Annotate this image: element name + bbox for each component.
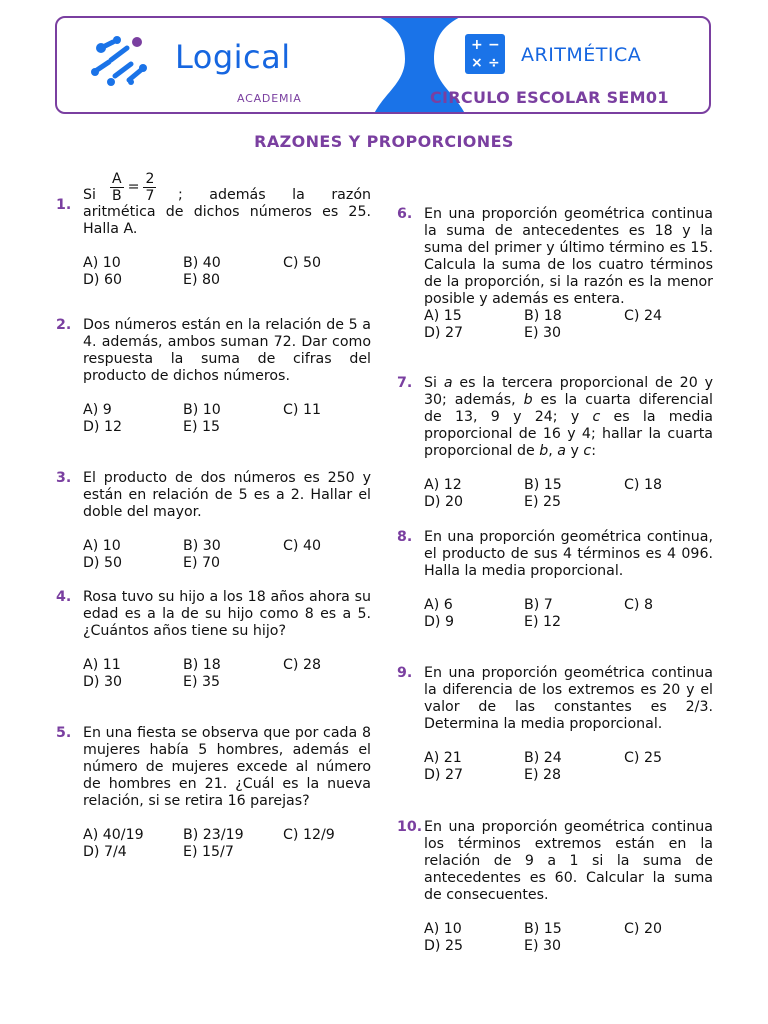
session-label: CIRCULO ESCOLAR SEM01 bbox=[430, 88, 669, 107]
option-a[interactable]: A) 10 bbox=[83, 538, 121, 554]
option-d[interactable]: D) 7/4 bbox=[83, 844, 127, 860]
option-b[interactable]: B) 7 bbox=[524, 597, 553, 613]
answer-options bbox=[424, 308, 713, 342]
question-9 bbox=[397, 665, 713, 784]
option-d[interactable]: D) 20 bbox=[424, 494, 464, 510]
answer-options bbox=[83, 538, 371, 572]
answer-options bbox=[83, 255, 371, 289]
option-b[interactable]: B) 40 bbox=[183, 255, 221, 271]
option-c[interactable]: C) 18 bbox=[624, 477, 663, 493]
option-d[interactable]: D) 50 bbox=[83, 555, 123, 571]
option-e[interactable]: E) 12 bbox=[524, 614, 562, 630]
option-b[interactable]: B) 24 bbox=[524, 750, 562, 766]
page-title: RAZONES Y PROPORCIONES bbox=[254, 132, 514, 151]
option-c[interactable]: C) 25 bbox=[624, 750, 663, 766]
option-e[interactable]: E) 30 bbox=[524, 325, 562, 341]
option-e[interactable]: E) 15 bbox=[183, 419, 221, 435]
option-c[interactable]: C) 24 bbox=[624, 308, 663, 324]
question-number: 4. bbox=[56, 589, 72, 605]
option-e[interactable]: E) 70 bbox=[183, 555, 221, 571]
answer-options bbox=[83, 657, 371, 691]
option-a[interactable]: A) 11 bbox=[83, 657, 121, 673]
question-text: Rosa tuvo su hijo a los 18 años ahora su edad es a la de su hijo como 8 es a 5. ¿Cuántos años tiene su hijo? bbox=[83, 589, 371, 639]
question-4 bbox=[56, 589, 371, 691]
option-a[interactable]: A) 40/19 bbox=[83, 827, 144, 843]
option-e[interactable]: E) 25 bbox=[524, 494, 562, 510]
question-8 bbox=[397, 529, 713, 631]
answer-options bbox=[424, 921, 713, 955]
option-d[interactable]: D) 27 bbox=[424, 325, 464, 341]
answer-options bbox=[83, 827, 371, 861]
question-text: El producto de dos números es 250 y están en relación de 5 es a 2. Hallar el doble del mayor. bbox=[83, 470, 371, 520]
question-5 bbox=[56, 725, 371, 861]
option-d[interactable]: D) 60 bbox=[83, 272, 123, 288]
question-number: 9. bbox=[397, 665, 413, 681]
question-text: En una proporción geométrica continua, el producto de sus 4 términos es 4 096. Halla la media proporcional. bbox=[424, 529, 713, 579]
question-1: 1. Si $\frac{A}{B}$ = $\frac{2}{7}$ ; además la razón aritmética de dichos números es 25. Halla A. A) 10 B) 40 C) 50 D) 60 E) 80 bbox=[83, 171, 371, 289]
option-d[interactable]: D) 25 bbox=[424, 938, 464, 954]
option-e[interactable]: E) 15/7 bbox=[183, 844, 234, 860]
option-c[interactable]: C) 40 bbox=[283, 538, 322, 554]
question-text: Dos números están en la relación de 5 a 4. además, ambos suman 72. Dar como respuesta la suma de cifras del producto de dichos números. bbox=[83, 317, 371, 384]
option-c[interactable]: C) 28 bbox=[283, 657, 322, 673]
option-b[interactable]: B) 15 bbox=[524, 477, 562, 493]
option-a[interactable]: A) 6 bbox=[424, 597, 453, 613]
question-2 bbox=[56, 317, 371, 436]
question-number: 2. bbox=[56, 317, 72, 333]
subject-label: ARITMÉTICA bbox=[521, 44, 642, 66]
answer-options bbox=[424, 597, 713, 631]
option-e[interactable]: E) 35 bbox=[183, 674, 221, 690]
option-d[interactable]: D) 9 bbox=[424, 614, 454, 630]
option-b[interactable]: B) 23/19 bbox=[183, 827, 244, 843]
option-c[interactable]: C) 50 bbox=[283, 255, 322, 271]
question-text: Si bbox=[83, 187, 96, 203]
answer-options bbox=[424, 750, 713, 784]
option-d[interactable]: D) 12 bbox=[83, 419, 123, 435]
answer-options bbox=[424, 477, 713, 511]
option-a[interactable]: A) 10 bbox=[424, 921, 462, 937]
question-number: 7. bbox=[397, 375, 413, 391]
brand-subtitle: ACADEMIA bbox=[237, 92, 302, 105]
question-text: En una proporción geométrica continua la diferencia de los extremos es 20 y el valor de las constantes es 2/3. Determina la media proporcional. bbox=[424, 665, 713, 732]
answer-options bbox=[83, 402, 371, 436]
logo-icon bbox=[87, 30, 151, 90]
question-number: 1. bbox=[56, 197, 72, 213]
question-number: 10. bbox=[397, 819, 423, 835]
option-e[interactable]: E) 80 bbox=[183, 272, 221, 288]
option-d[interactable]: D) 27 bbox=[424, 767, 464, 783]
question-text: En una proporción geométrica continua la suma de antecedentes es 18 y la suma del primer y último término es 15. Calcula la suma de los cuatro términos de la proporción, si la razón es la menor posible y además es entera. bbox=[424, 206, 713, 307]
question-text: Si a es la tercera proporcional de 20 y 30; además, b es la cuarta diferencial de 13, 9 y 24; y c es la media proporcional de 16 y 4; hallar la cuarta proporcional de b, a y c: bbox=[424, 375, 713, 459]
question-10 bbox=[397, 819, 713, 955]
calculator-icon: + − × ÷ bbox=[465, 34, 505, 74]
question-6 bbox=[397, 206, 713, 342]
option-c[interactable]: C) 20 bbox=[624, 921, 663, 937]
option-b[interactable]: B) 18 bbox=[524, 308, 562, 324]
brand-name: Logical bbox=[175, 38, 291, 76]
header-banner bbox=[55, 16, 711, 114]
question-number: 6. bbox=[397, 206, 413, 222]
option-b[interactable]: B) 10 bbox=[183, 402, 221, 418]
fraction-a-b: $\frac{A}{B}$ bbox=[111, 171, 122, 204]
question-number: 3. bbox=[56, 470, 72, 486]
question-number: 5. bbox=[56, 725, 72, 741]
option-a[interactable]: A) 12 bbox=[424, 477, 462, 493]
option-a[interactable]: A) 9 bbox=[83, 402, 112, 418]
fraction-2-7: $\frac{2}{7}$ bbox=[145, 171, 155, 204]
option-e[interactable]: E) 30 bbox=[524, 938, 562, 954]
question-7 bbox=[397, 375, 713, 511]
option-a[interactable]: A) 21 bbox=[424, 750, 462, 766]
option-b[interactable]: B) 15 bbox=[524, 921, 562, 937]
option-a[interactable]: A) 15 bbox=[424, 308, 462, 324]
question-number: 8. bbox=[397, 529, 413, 545]
question-text: En una proporción geométrica continua los términos extremos están en la relación de 9 a 1 si la suma de antecedentes es 60. Calcular la suma de consecuentes. bbox=[424, 819, 713, 903]
question-text: ; además la razón aritmética de dichos números es 25. Halla A. bbox=[83, 187, 371, 237]
question-text: En una fiesta se observa que por cada 8 mujeres había 5 hombres, además el número de mujeres excede al número de hombres en 21. ¿Cuál es la nueva relación, si se retira 16 parejas? bbox=[83, 725, 371, 809]
option-b[interactable]: B) 18 bbox=[183, 657, 221, 673]
option-c[interactable]: C) 11 bbox=[283, 402, 322, 418]
option-b[interactable]: B) 30 bbox=[183, 538, 221, 554]
option-c[interactable]: C) 8 bbox=[624, 597, 653, 613]
question-3 bbox=[56, 470, 371, 572]
option-a[interactable]: A) 10 bbox=[83, 255, 121, 271]
option-e[interactable]: E) 28 bbox=[524, 767, 562, 783]
option-d[interactable]: D) 30 bbox=[83, 674, 123, 690]
option-c[interactable]: C) 12/9 bbox=[283, 827, 335, 843]
